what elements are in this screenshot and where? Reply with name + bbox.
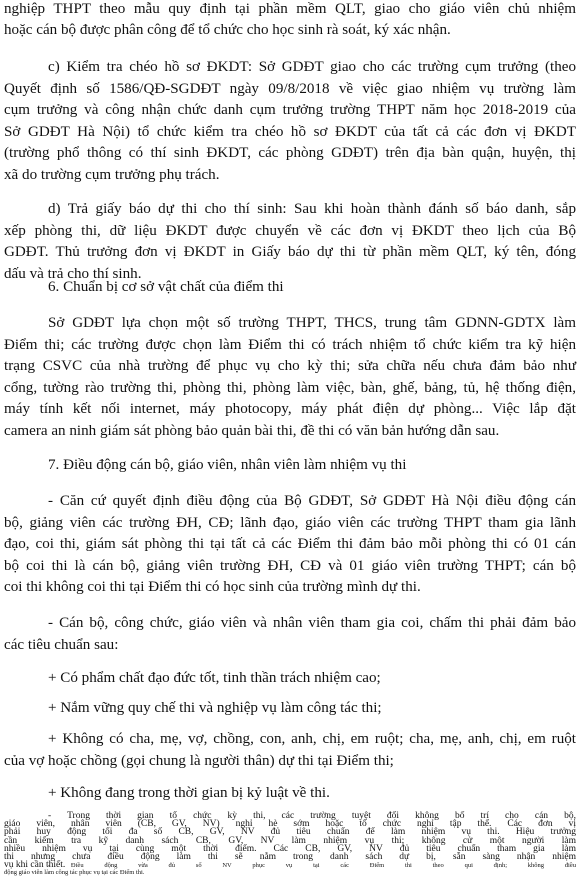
text-line: c) Kiểm tra chéo hồ sơ ĐKDT: Sở GDĐT giao cho các trường cụm trưởng (theo (48, 59, 576, 75)
text-line: nhiều nhiệm vụ tại cùng một thời điểm. Các CB, GV, NV đủ tiêu chuẩn tham gia làm (4, 843, 576, 854)
text-line: nghiệp THPT theo mẫu quy định tại phần mềm QLT, giao cho giáo viên chủ nhiệm (4, 1, 576, 17)
text-line: + Không có cha, mẹ, vợ, chồng, con, anh, chị, em ruột; cha, mẹ, anh, chị, em ruột (48, 731, 576, 747)
text-line: + Không đang trong thời gian bị kỷ luật về thi. (48, 785, 330, 801)
text-line: Quyết định số 1586/QĐ-SGDĐT ngày 09/8/2018 về việc giao nhiệm vụ trường làm (4, 80, 576, 97)
text-line: + Có phẩm chất đạo đức tốt, tinh thần trách nhiệm cao; (48, 670, 381, 686)
text-line: 6. Chuẩn bị cơ sở vật chất của điểm thi (48, 279, 284, 295)
text-line: xếp phòng thi, dữ liệu ĐKDT được chuyển về các đơn vị ĐKDT theo lịch của Bộ (4, 222, 576, 239)
text-line: Điểm thi; các trường được chọn làm Điểm thi có trách nhiệm tổ chức kiểm tra kỹ hiện (4, 336, 576, 353)
text-line: của vợ hoặc chồng (gọi chung là người thân) dự thi tại Điểm thi; (4, 752, 394, 769)
text-line: - Điều động vừa đủ số NV phục vụ tại các Điểm thi theo qui định; không điều (48, 862, 576, 869)
text-line: - Trong thời gian tổ chức kỳ thi, các trường tuyệt đối không bố trí cho cán bộ, (48, 811, 576, 821)
text-line: dấu và trả cho thí sinh. (4, 265, 142, 282)
text-line: Sở GDĐT Hà Nội) tổ chức kiểm tra chéo hồ sơ ĐKDT của tất cả các đơn vị ĐKDT (4, 123, 576, 140)
text-line: d) Trả giấy báo dự thi cho thí sinh: Sau khi hoàn thành đánh số báo danh, sắp (48, 201, 576, 217)
text-line: giáo viên, nhân viên (CB, GV, NV) nghỉ hè sớm hoặc tổ chức nghỉ tập thể. Các đơn vị (4, 819, 576, 830)
text-line: vụ khi cần thiết. (4, 860, 66, 871)
text-line: - Căn cứ quyết định điều động của Bộ GDĐT, Sở GDĐT Hà Nội điều động cán (48, 493, 576, 509)
text-line: Sở GDĐT lựa chọn một số trường THPT, THCS, trung tâm GDNN-GDTX làm (48, 315, 576, 331)
text-line: + Nắm vững quy chế thi và nghiệp vụ làm công tác thi; (48, 700, 382, 716)
text-line: GDĐT. Thủ trưởng đơn vị ĐKDT in Giấy báo dự thi từ phần mềm QLT, ký tên, đóng (4, 244, 576, 260)
text-line: bộ coi thi là cán bộ, giảng viên trường ĐH, CĐ và 01 giáo viên trường THPT; cán bộ (4, 557, 576, 574)
text-line: cổng, tường rào trường thi, phòng thi, phòng làm việc, bàn, ghế, bảng, tủ, hệ thống điện, (4, 379, 576, 396)
text-line: 7. Điều động cán bộ, giáo viên, nhân viên làm nhiệm vụ thi (48, 457, 407, 473)
text-line: camera an ninh giám sát phòng bảo quản bài thi, đề thi có văn bản hướng dẫn sau. (4, 422, 500, 439)
text-line: hoặc cán bộ được phân công để tổ chức cho học sinh rà soát, ký xác nhận. (4, 22, 451, 38)
text-line: thi nhưng chưa điều động làm thi sẽ nằm trong danh sách dự bị, sẵn sàng nhận nhiệm (4, 852, 576, 862)
text-line: bộ, giảng viên các trường ĐH, CĐ; lãnh đạo, giáo viên các trường THPT tham gia lãnh (4, 514, 576, 531)
text-line: các tiêu chuẩn sau: (4, 636, 119, 653)
text-line: trạng CSVC của nhà trường để phục vụ cho kỳ thi; sửa chữa nếu chưa đảm bảo như (4, 358, 576, 374)
text-line: cụm trưởng và công nhận chức danh cụm trưởng trường THPT năm học 2018-2019 của (4, 102, 576, 118)
text-line: (trường phổ thông có thí sinh ĐKDT, các phòng GDĐT) trên địa bàn quận, huyện, thị (4, 145, 576, 161)
text-line: coi thi không coi thi tại Điểm thi có học sinh của trường mình dự thi. (4, 579, 421, 595)
text-line: cần kiểm tra kỹ danh sách CB, GV, NV làm nhiệm vụ thi; không cử một người làm (4, 835, 576, 846)
text-line: phải huy động tối đa số CB, GV, NV đủ tiêu chuẩn để làm nhiệm vụ thi. Hiệu trưởng (4, 827, 576, 838)
text-line: đạo, coi thi, giám sát phòng thi tại tất cả các Điểm thi đảm bảo mỗi phòng thi có 01 cán (4, 536, 576, 552)
text-line: máy tính kết nối internet, máy photocopy, máy phát điện dự phòng... Việc lắp đặt (4, 401, 576, 417)
text-line: động giáo viên làm công tác phục vụ tại các Điểm thi. (4, 869, 145, 876)
text-line: - Cán bộ, công chức, giáo viên và nhân viên tham gia coi, chấm thi phải đảm bảo (48, 615, 576, 631)
text-line: xã do trường cụm trưởng phụ trách. (4, 166, 220, 183)
